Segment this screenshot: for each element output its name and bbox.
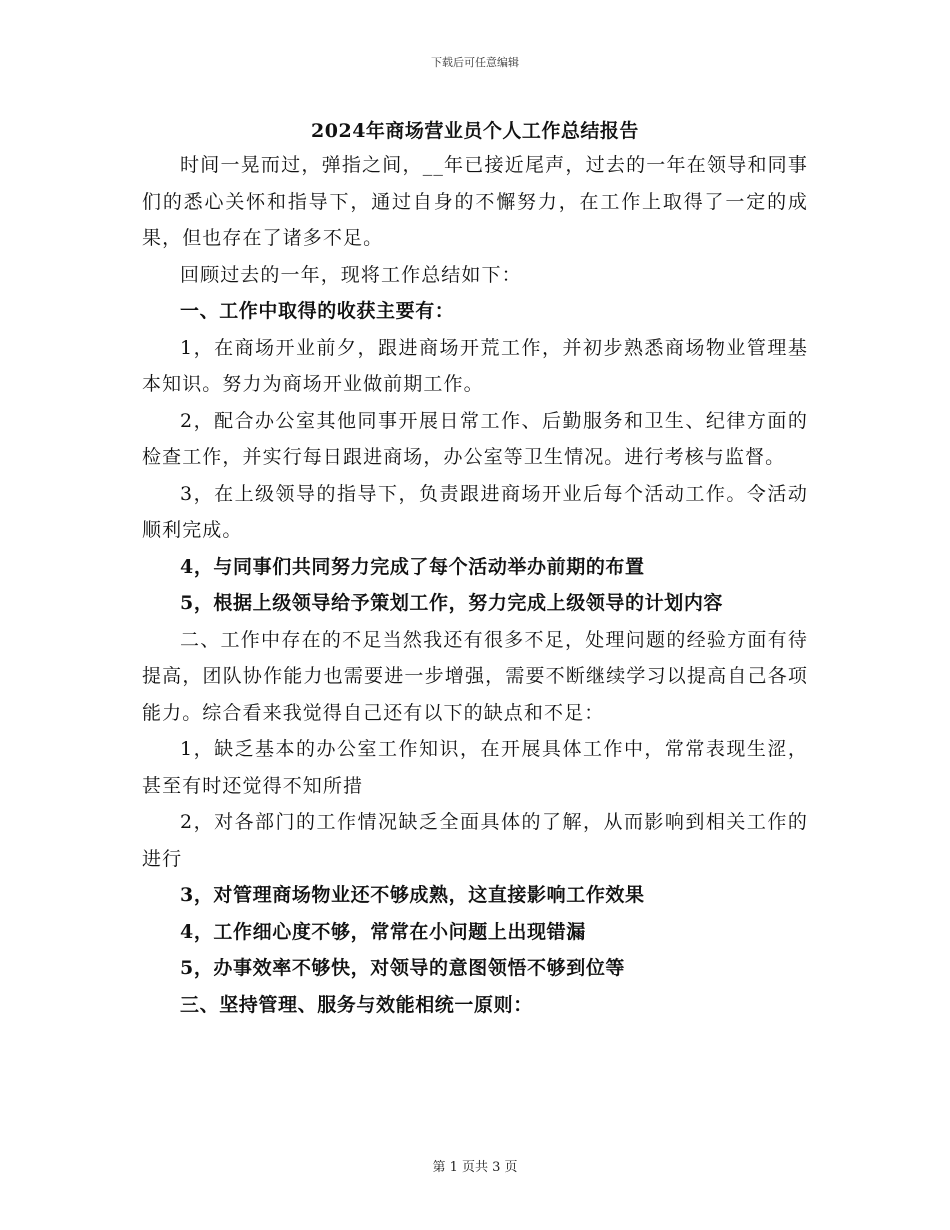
list-item-gain-5: 5，根据上级领导给予策划工作，努力完成上级领导的计划内容 <box>180 592 724 614</box>
list-item-gain-4: 4，与同事们共同努力完成了每个活动举办前期的布置 <box>180 555 645 578</box>
section-shortcomings: 二、工作中存在的不足当然我还有很多不足，处理问题的经验方面有待提高，团队协作能力也需要进一步增强，需要不断继续学习以提高自己各项能力。综合看来我觉得自己还有以下的缺点和不足： <box>142 628 808 724</box>
paragraph-intro: 时间一晃而过，弹指之间，__年已接近尾声，过去的一年在领导和同事们的悉心关怀和指导下，通过自身的不懈努力，在工作上取得了一定的成果，但也存在了诸多不足。 <box>142 154 808 249</box>
document-body <box>142 147 808 1023</box>
section-heading-principle: 三、坚持管理、服务与效能相统一原则： <box>180 993 533 1016</box>
list-item-shortcoming-2: 2，对各部门的工作情况缺乏全面具体的了解，从而影响到相关工作的进行 <box>142 811 808 870</box>
page-header-note: 下载后可任意编辑 <box>431 56 519 69</box>
paragraph-review: 回顾过去的一年，现将工作总结如下： <box>180 263 522 286</box>
list-item-gain-2: 2，配合办公室其他同事开展日常工作、后勤服务和卫生、纪律方面的检查工作，并实行每日跟进商场，办公室等卫生情况。进行考核与监督。 <box>142 409 808 468</box>
list-item-gain-3: 3，在上级领导的指导下，负责跟进商场开业后每个活动工作。令活动顺利完成。 <box>142 482 808 541</box>
list-item-shortcoming-1: 1，缺乏基本的办公室工作知识，在开展具体工作中，常常表现生涩，甚至有时还觉得不知所措 <box>142 738 808 797</box>
section-heading-gains: 一、工作中取得的收获主要有： <box>180 300 455 322</box>
page-number: 第 1 页共 3 页 <box>432 1160 518 1175</box>
list-item-gain-1: 1，在商场开业前夕，跟进商场开荒工作，并初步熟悉商场物业管理基本知识。努力为商场开业做前期工作。 <box>142 336 808 395</box>
document-title: 2024年商场营业员个人工作总结报告 <box>311 120 639 142</box>
list-item-shortcoming-5: 5，办事效率不够快，对领导的意图领悟不够到位等 <box>180 957 626 979</box>
list-item-shortcoming-3: 3，对管理商场物业还不够成熟，这直接影响工作效果 <box>180 884 645 906</box>
list-item-shortcoming-4: 4，工作细心度不够，常常在小问题上出现错漏 <box>180 920 586 943</box>
